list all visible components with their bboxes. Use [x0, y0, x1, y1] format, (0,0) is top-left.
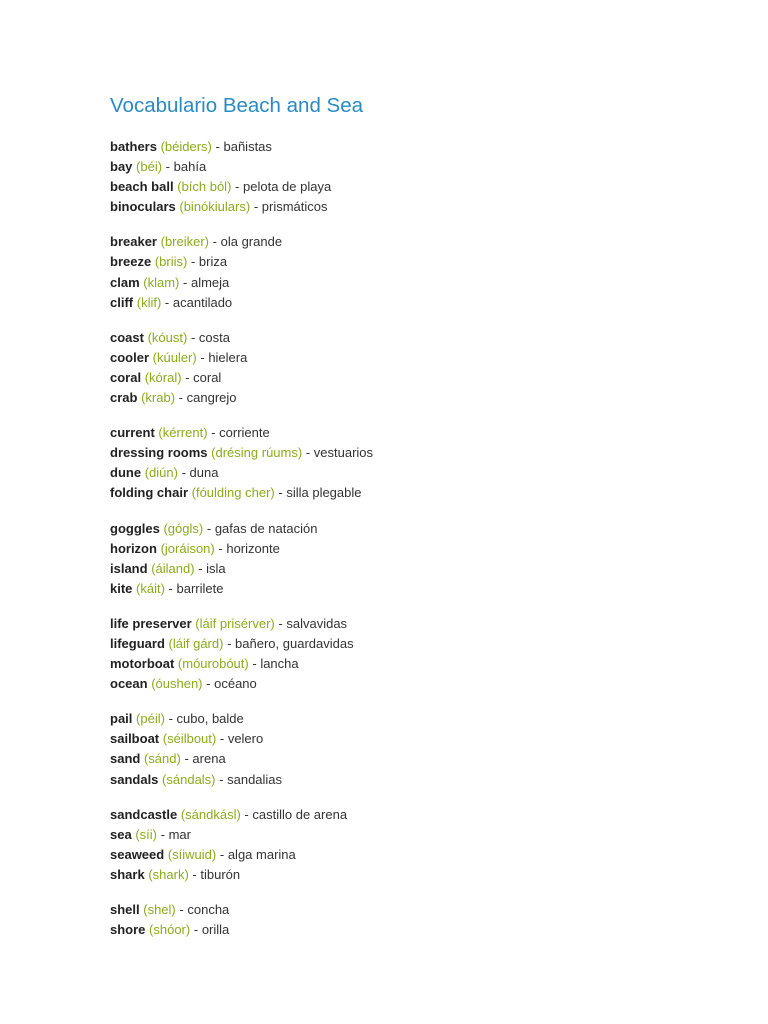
vocabulary-entry [110, 328, 730, 348]
entry-translation: cubo, balde [176, 711, 244, 727]
entry-pronunciation: (gógls) [163, 520, 204, 536]
vocabulary-entry [110, 197, 730, 217]
entry-translation: velero [227, 731, 264, 747]
entry-pronunciation: (sánd) [143, 751, 181, 767]
vocabulary-entry [110, 579, 730, 599]
entry-pronunciation: (síi) [135, 826, 157, 842]
entry-term: seaweed [110, 846, 165, 862]
entry-separator: - [206, 520, 212, 536]
vocabulary-entry [110, 865, 730, 885]
entry-translation: isla [206, 560, 226, 576]
vocabulary-entry [110, 157, 730, 177]
entry-translation: orilla [201, 922, 230, 938]
entry-translation: horizonte [226, 540, 280, 556]
entry-translation: mar [168, 826, 191, 842]
vocabulary-entry [110, 177, 730, 197]
vocabulary-entry [110, 443, 730, 463]
entry-pronunciation: (shark) [148, 866, 189, 882]
entry-separator: - [227, 635, 232, 651]
entry-translation: arena [192, 751, 226, 767]
vocabulary-entry [110, 137, 730, 157]
page-title: Vocabulario Beach and Sea [110, 94, 364, 117]
vocabulary-entry [110, 232, 730, 252]
entry-pronunciation: (krab) [141, 390, 176, 406]
entry-translation: concha [187, 902, 230, 917]
entry-term: island [110, 560, 148, 576]
entry-pronunciation: (kérrent) [158, 425, 208, 441]
entry-term: sailboat [110, 731, 160, 747]
vocabulary-entry [110, 463, 730, 483]
entry-translation: océano [214, 676, 257, 692]
entry-separator: - [219, 771, 224, 787]
entry-translation: prismáticos [261, 199, 328, 215]
entry-pronunciation: (séilbout) [162, 731, 217, 747]
vocabulary-entry [110, 273, 730, 293]
entry-translation: silla plegable [286, 485, 362, 501]
document-page [110, 92, 730, 955]
entry-term: coast [110, 329, 144, 345]
entry-translation: almeja [190, 274, 230, 290]
vocabulary-entry [110, 749, 730, 769]
entry-term: sand [110, 751, 141, 767]
entry-translation: alga marina [227, 846, 296, 862]
entry-pronunciation: (béi) [136, 159, 163, 175]
vocabulary-entry [110, 900, 730, 920]
vocabulary-entry [110, 845, 730, 865]
entry-translation: bañero, guardavidas [235, 635, 354, 651]
entry-separator: - [218, 540, 223, 556]
entry-term: sea [110, 826, 132, 842]
entry-pronunciation: (drésing rúums) [211, 445, 303, 461]
entry-translation: castillo de arena [252, 806, 348, 822]
entry-separator: - [219, 846, 225, 862]
entry-translation: sandalias [227, 771, 283, 787]
entry-translation: vestuarios [313, 445, 374, 461]
entry-separator: - [278, 615, 283, 631]
entry-term: goggles [110, 520, 160, 536]
entry-term: bay [110, 159, 133, 175]
entry-term: shell [110, 902, 140, 917]
entry-term: sandcastle [110, 806, 178, 822]
entry-term: bathers [110, 139, 157, 154]
entry-separator: - [185, 369, 190, 385]
entry-pronunciation: (breiker) [160, 234, 210, 250]
entry-separator: - [206, 676, 211, 692]
entry-separator: - [219, 731, 225, 747]
entry-term: sandals [110, 771, 159, 787]
vocabulary-entry [110, 348, 730, 368]
entry-separator: - [192, 866, 197, 882]
entry-pronunciation: (kóral) [144, 369, 182, 385]
entry-separator: - [168, 580, 173, 596]
entry-translation: bañistas [223, 139, 272, 154]
entry-pronunciation: (béiders) [160, 139, 212, 154]
entry-pronunciation: (áiland) [151, 560, 195, 576]
entry-separator: - [165, 159, 171, 175]
entry-separator: - [178, 390, 184, 406]
entry-separator: - [200, 349, 205, 365]
entry-pronunciation: (péil) [136, 711, 165, 727]
entry-term: beach ball [110, 179, 174, 195]
vocabulary-entry [110, 423, 730, 443]
entry-term: cliff [110, 294, 134, 310]
entry-translation: duna [189, 465, 219, 481]
entry-pronunciation: (móurobóut) [177, 656, 249, 672]
vocabulary-entry [110, 805, 730, 825]
entry-translation: ola grande [220, 234, 283, 250]
entry-term: crab [110, 390, 138, 406]
vocabulary-group [110, 328, 730, 408]
entry-pronunciation: (shel) [143, 902, 176, 917]
vocabulary-group [110, 137, 730, 217]
entry-pronunciation: (joráison) [160, 540, 215, 556]
entry-term: horizon [110, 540, 157, 556]
entry-pronunciation: (síiwuid) [167, 846, 217, 862]
entry-pronunciation: (kóust) [147, 329, 188, 345]
entry-term: breaker [110, 234, 157, 250]
vocabulary-entry [110, 770, 730, 790]
vocabulary-entry [110, 539, 730, 559]
vocabulary-entry [110, 825, 730, 845]
vocabulary-entry [110, 920, 730, 940]
vocabulary-entry [110, 519, 730, 539]
entry-separator: - [181, 465, 186, 481]
entry-separator: - [168, 711, 173, 727]
entry-term: shore [110, 922, 146, 938]
vocabulary-entry [110, 252, 730, 272]
entry-pronunciation: (sándals) [162, 771, 216, 787]
entry-term: ocean [110, 676, 148, 692]
entry-separator: - [278, 485, 283, 501]
entry-pronunciation: (fóulding cher) [191, 485, 275, 501]
vocabulary-group [110, 232, 730, 312]
entry-translation: briza [198, 254, 228, 270]
entry-term: motorboat [110, 656, 175, 672]
entry-separator: - [190, 254, 196, 270]
vocabulary-entry [110, 614, 730, 634]
entry-separator: - [211, 425, 216, 441]
entry-term: shark [110, 866, 145, 882]
vocabulary-entry [110, 368, 730, 388]
vocabulary-entry [110, 634, 730, 654]
entry-separator: - [198, 560, 203, 576]
entry-term: kite [110, 580, 133, 596]
entry-separator: - [253, 199, 259, 215]
vocabulary-list [110, 137, 730, 940]
vocabulary-entry [110, 293, 730, 313]
entry-separator: - [179, 902, 184, 917]
entry-term: coral [110, 369, 142, 385]
vocabulary-entry [110, 729, 730, 749]
entry-pronunciation: (sándkásl) [180, 806, 241, 822]
entry-separator: - [305, 445, 311, 461]
entry-pronunciation: (bích ból) [177, 179, 232, 195]
vocabulary-entry [110, 654, 730, 674]
entry-pronunciation: (káit) [136, 580, 165, 596]
vocabulary-entry [110, 483, 730, 503]
entry-pronunciation: (briis) [154, 254, 188, 270]
entry-translation: corriente [219, 425, 270, 441]
entry-translation: bahía [173, 159, 207, 175]
entry-pronunciation: (klif) [136, 294, 162, 310]
vocabulary-entry [110, 559, 730, 579]
entry-term: clam [110, 274, 140, 290]
entry-pronunciation: (láif gárd) [168, 635, 224, 651]
entry-translation: gafas de natación [214, 520, 318, 536]
entry-pronunciation: (kúuler) [152, 349, 197, 365]
entry-separator: - [244, 806, 249, 822]
entry-term: current [110, 425, 155, 441]
vocabulary-entry [110, 388, 730, 408]
entry-translation: barrilete [176, 580, 224, 596]
entry-pronunciation: (binókiulars) [179, 199, 251, 215]
entry-pronunciation: (láif prisérver) [195, 615, 275, 631]
vocabulary-entry [110, 709, 730, 729]
vocabulary-group [110, 614, 730, 694]
entry-pronunciation: (diún) [144, 465, 178, 481]
entry-translation: cangrejo [186, 390, 237, 406]
entry-term: breeze [110, 254, 152, 270]
entry-separator: - [212, 234, 217, 250]
entry-translation: salvavidas [286, 615, 348, 631]
entry-separator: - [160, 826, 165, 842]
entry-term: dune [110, 465, 142, 481]
entry-separator: - [164, 294, 170, 310]
entry-translation: tiburón [200, 866, 241, 882]
entry-separator: - [235, 179, 240, 195]
entry-term: lifeguard [110, 635, 165, 651]
entry-term: dressing rooms [110, 445, 208, 461]
entry-translation: hielera [208, 349, 248, 365]
entry-translation: acantilado [172, 294, 233, 310]
entry-pronunciation: (shóor) [149, 922, 191, 938]
entry-separator: - [193, 922, 199, 938]
entry-term: pail [110, 711, 133, 727]
entry-translation: pelota de playa [243, 179, 332, 195]
entry-pronunciation: (óushen) [151, 676, 203, 692]
vocabulary-entry [110, 674, 730, 694]
entry-separator: - [215, 139, 220, 154]
vocabulary-group [110, 900, 730, 940]
entry-translation: lancha [260, 656, 299, 672]
entry-translation: costa [198, 329, 230, 345]
entry-term: folding chair [110, 485, 188, 501]
vocabulary-group [110, 709, 730, 789]
entry-separator: - [190, 329, 196, 345]
entry-translation: coral [193, 369, 222, 385]
vocabulary-group [110, 805, 730, 885]
entry-separator: - [184, 751, 189, 767]
entry-separator: - [183, 274, 188, 290]
entry-term: binoculars [110, 199, 176, 215]
entry-term: life preserver [110, 615, 192, 631]
entry-separator: - [252, 656, 257, 672]
vocabulary-group [110, 423, 730, 503]
entry-term: cooler [110, 349, 150, 365]
entry-pronunciation: (klam) [143, 274, 180, 290]
vocabulary-group [110, 519, 730, 599]
